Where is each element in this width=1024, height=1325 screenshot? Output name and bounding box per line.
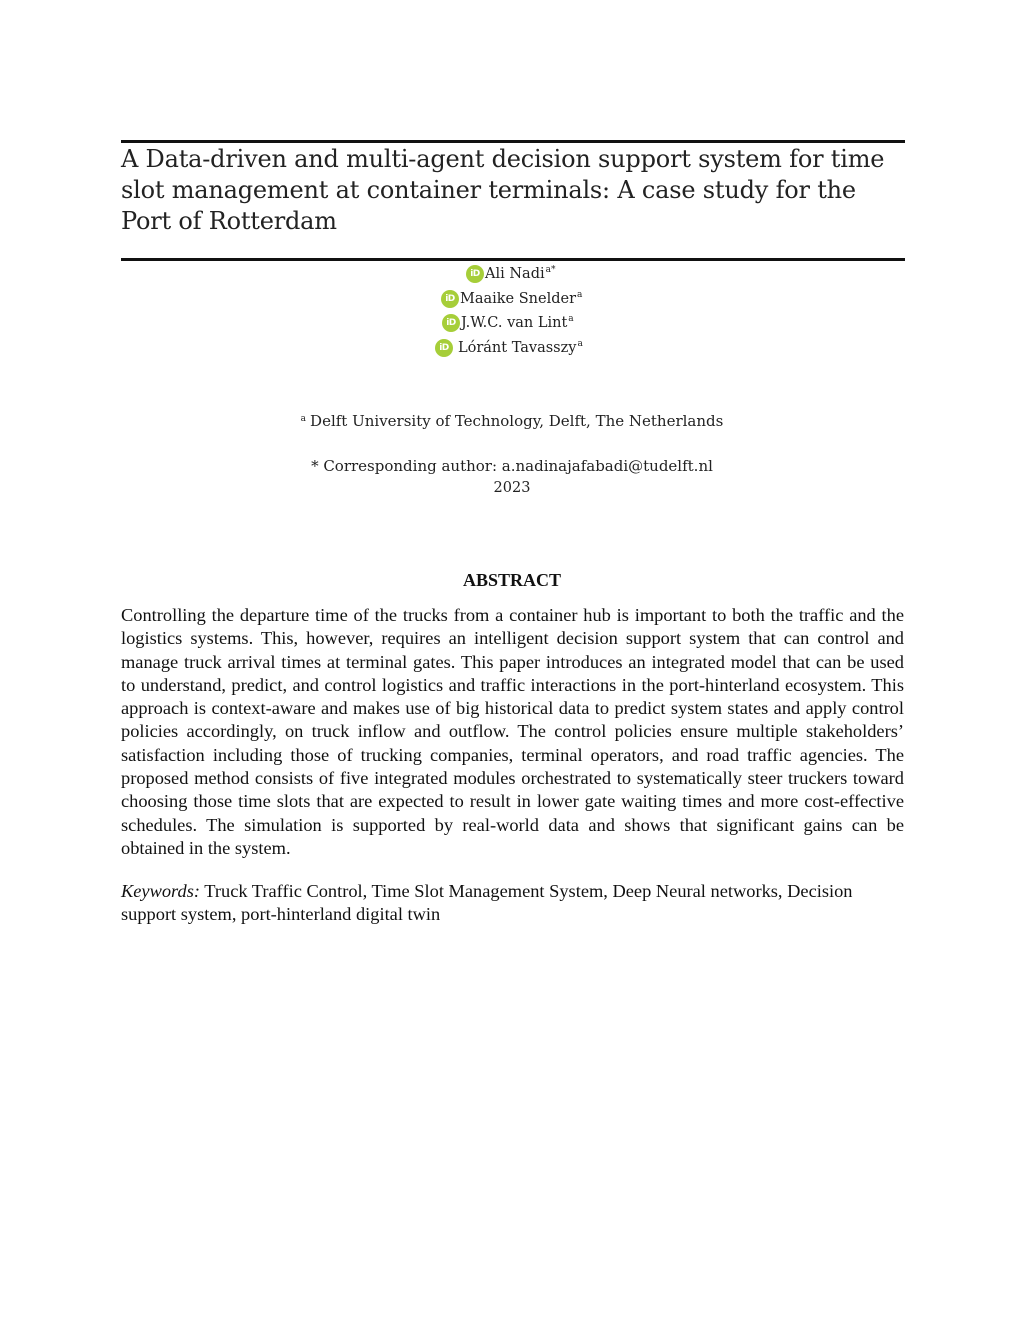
- keywords-text: Truck Traffic Control, Time Slot Management System, Deep Neural networks, Decision support system, port-hinterland digital twin: [121, 881, 853, 925]
- author-name: Ali Nadi: [485, 266, 545, 282]
- orcid-icon[interactable]: iD: [435, 339, 453, 357]
- corresponding-author: [0, 457, 1024, 475]
- keywords-label: Keywords:: [121, 881, 201, 901]
- orcid-icon[interactable]: iD: [442, 314, 460, 332]
- paper-title: A Data-driven and multi-agent decision support system for time slot management at container terminals: A case study for the Port of Rotterdam: [121, 145, 885, 235]
- affiliation-text: Delft University of Technology, Delft, The Netherlands: [310, 412, 724, 430]
- author-entry: [442, 312, 574, 334]
- publication-year: 2023: [493, 480, 531, 496]
- orcid-icon[interactable]: iD: [466, 265, 484, 283]
- orcid-icon[interactable]: iD: [441, 290, 459, 308]
- affiliation-mark: a: [568, 314, 574, 324]
- author-name: Lóránt Tavasszy: [458, 340, 577, 356]
- affiliation-mark: a*: [545, 265, 556, 275]
- affiliation-mark: a: [300, 414, 307, 424]
- affiliation-mark: a: [577, 339, 583, 349]
- author-entry: [466, 263, 555, 285]
- keywords: [121, 880, 904, 927]
- corresponding-author-text: * Corresponding author: a.nadinajafabadi@tudelft.nl: [311, 457, 713, 475]
- title-bottom-rule: [121, 258, 905, 261]
- author-entry: [435, 337, 583, 359]
- author-name: J.W.C. van Lint: [461, 315, 568, 331]
- author-name: Maaike Snelder: [460, 291, 577, 307]
- abstract-heading: ABSTRACT: [462, 570, 562, 590]
- author-entry: [441, 288, 582, 310]
- affiliation-mark: a: [577, 290, 583, 300]
- title-top-rule: [121, 140, 905, 143]
- abstract-text: Controlling the departure time of the trucks from a container hub is important to both the traffic and the logistics systems. This, however, requires an intelligent decision support system that can control and manage truck arrival times at terminal gates. This paper introduces an integrated model that can be used to understand, predict, and control logistics and traffic interactions in the port-hinterland ecosystem. This approach is context-aware and makes use of big historical data to predict system states and apply control policies accordingly, on truck inflow and outflow. The control policies ensure multiple stakeholders’ satisfaction including those of trucking companies, terminal operators, and road traffic agencies. The proposed method consists of five integrated modules orchestrated to systematically steer truckers toward choosing those time slots that are expected to result in lower gate waiting times and more cost-effective schedules. The simulation is supported by real-world data and shows that significant gains can be obtained in the system.: [121, 605, 904, 858]
- affiliation: [0, 412, 1024, 430]
